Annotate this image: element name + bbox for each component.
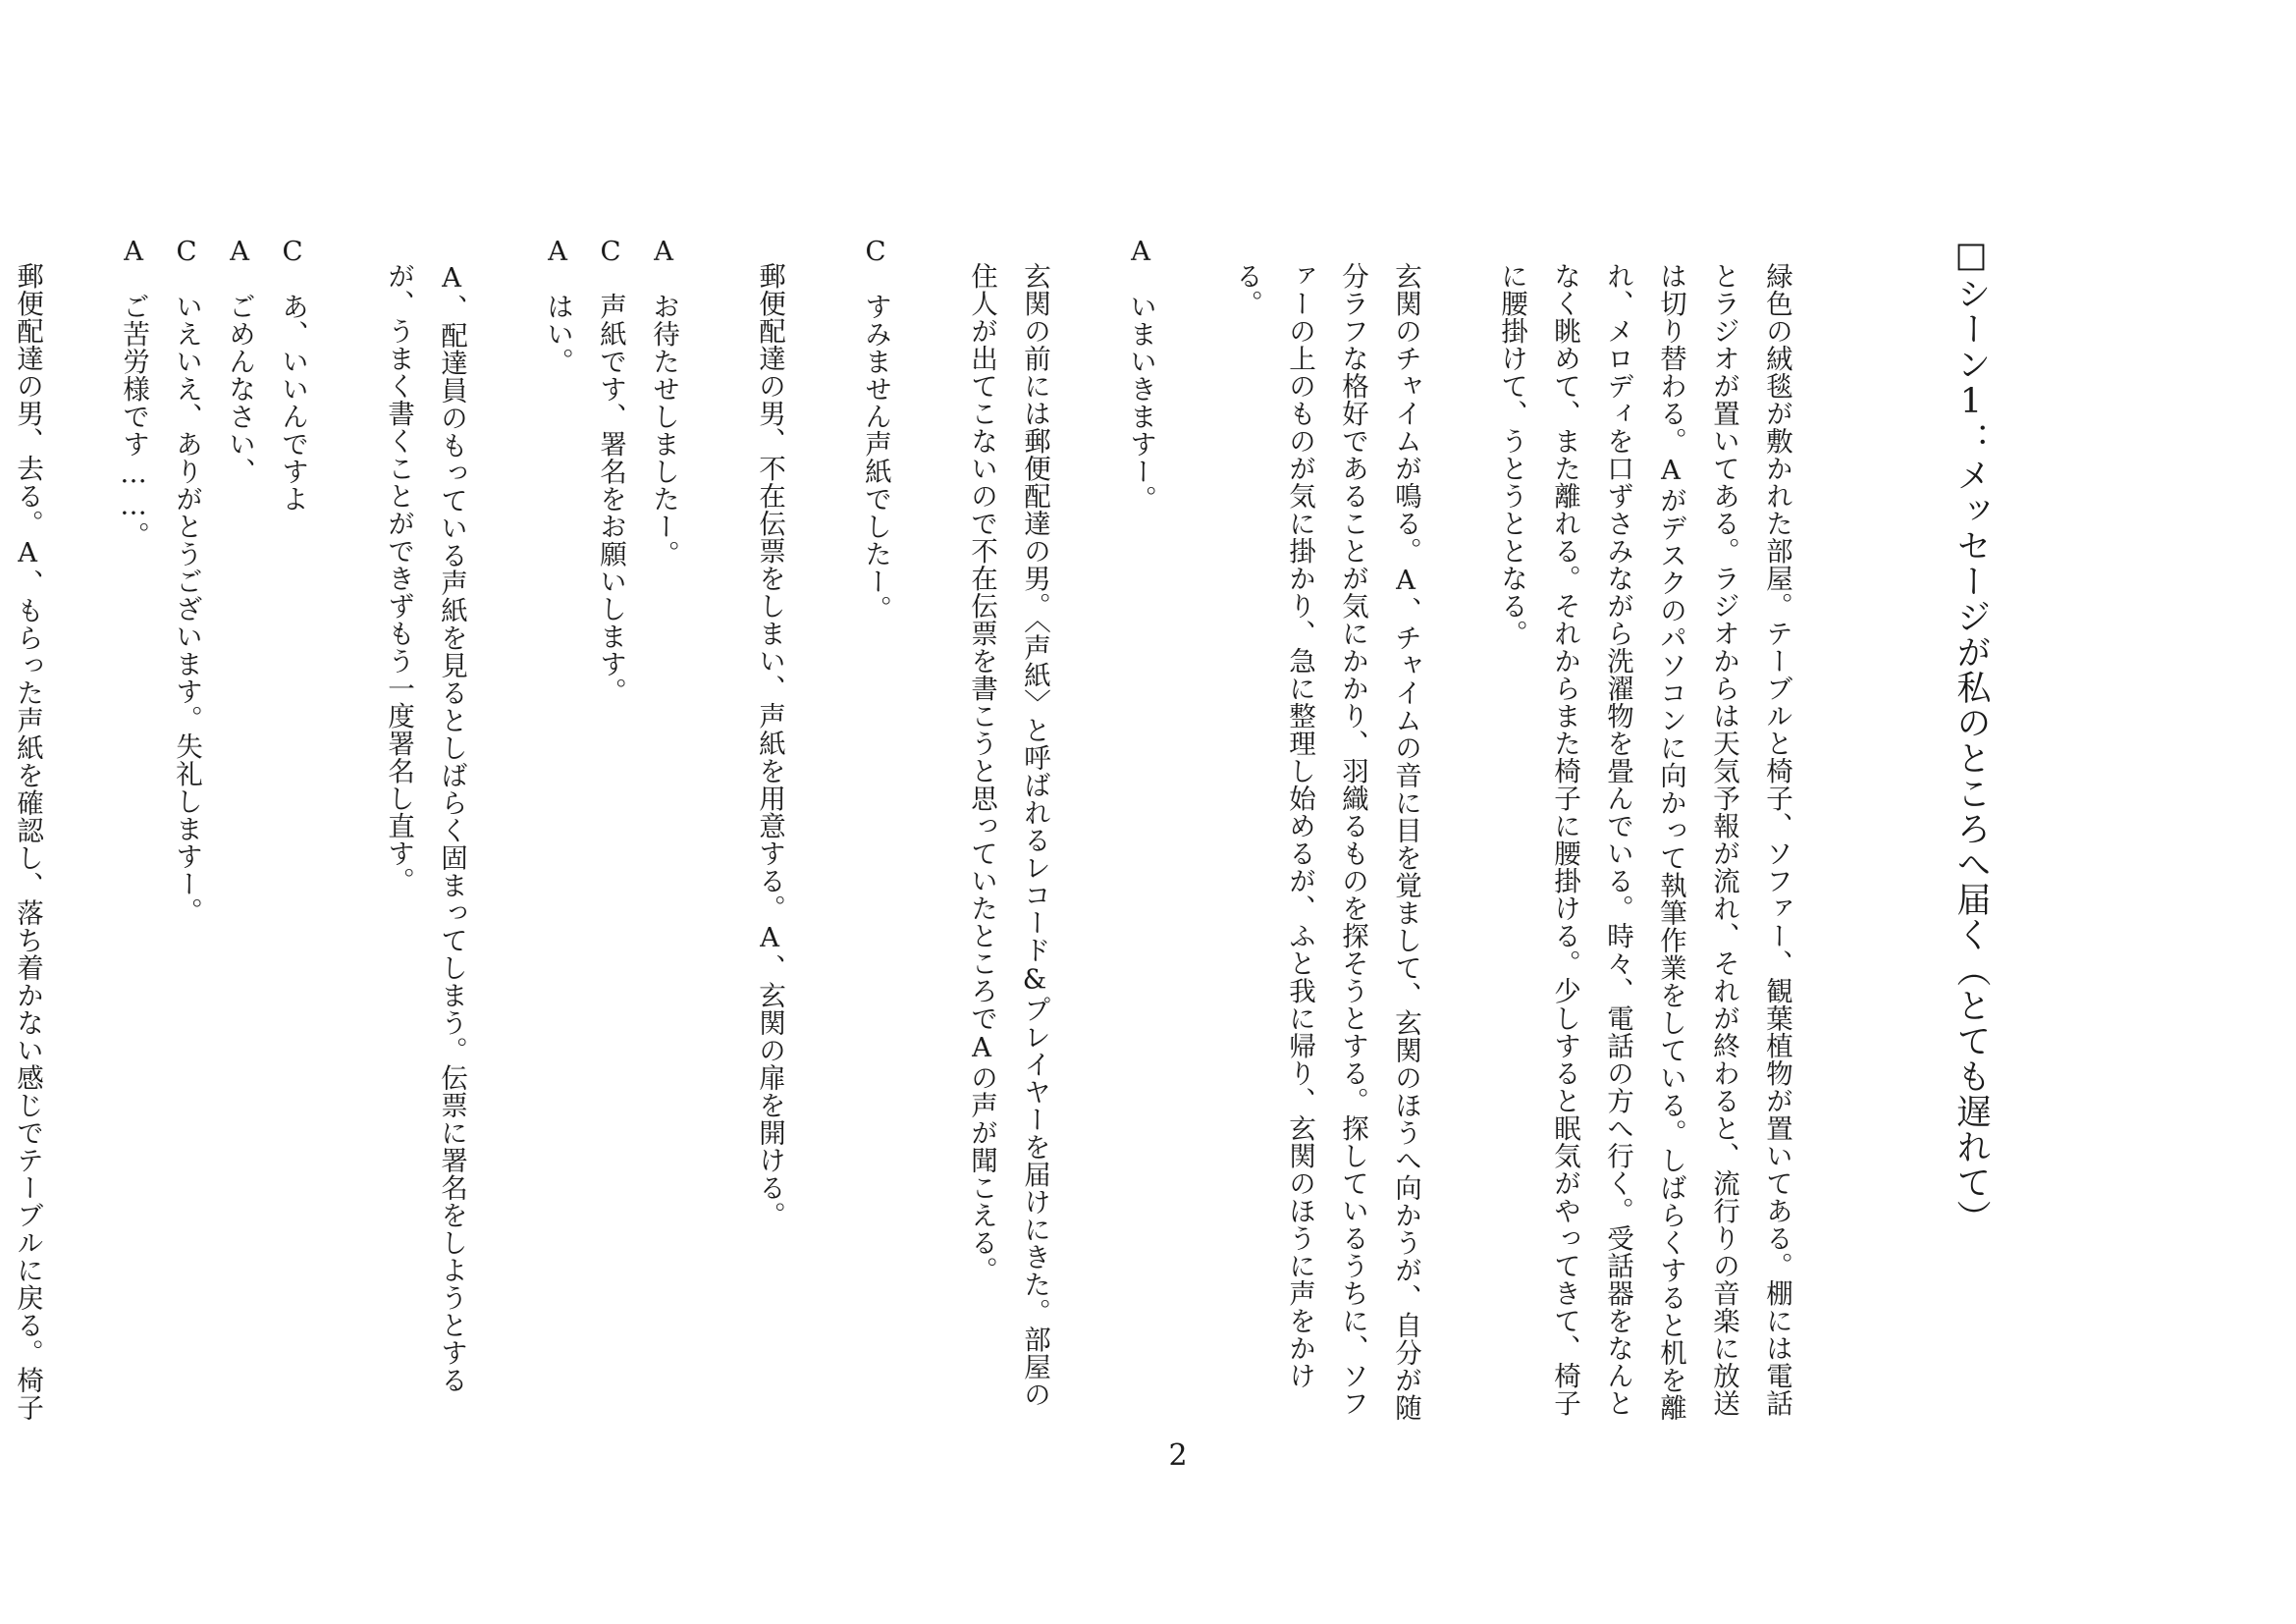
dialogue-line <box>1114 236 1167 1434</box>
dialogue-line <box>637 236 690 1434</box>
speaker-label: A <box>542 236 573 268</box>
speech-text: いえいえ、ありがとうございます。失礼しますー。 <box>171 293 202 925</box>
speech-text: すみません声紙でしたー。 <box>860 293 891 623</box>
blank-line <box>54 236 107 245</box>
stage-direction: 緑色の絨毯が敷かれた部屋。テーブルと椅子、ソファー、観葉植物が置いてある。棚には電話とラジオが置いてある。ラジオからは天気予報が流れ、それが終わると、流行りの音楽に放送は切り替わる。Aがデスクのパソコンに向かって執筆作業をしている。しばらくすると机を離れ、メロディを口ずさみながら洗濯物を畳んでいる。時々、電話の方へ行く。受話器をなんとなく眺めて、また離れる。それからまた椅子に腰掛ける。少しすると眠気がやってきて、椅子に腰掛けて、うとうととなる。 <box>1496 262 1792 1422</box>
speech-text: ご苦労様です……。 <box>118 293 149 549</box>
scene-title: □シーン1：メッセージが私のところへ届く（とても遅れて） <box>1951 236 1991 1235</box>
dialogue-line <box>213 236 266 1434</box>
speaker-label: C <box>171 236 202 268</box>
speech-text: 声紙です、署名をお願いします。 <box>595 293 626 705</box>
speaker-label: A <box>118 236 149 268</box>
dialogue-line <box>107 236 160 1434</box>
speech-text: ごめんなさい、 <box>224 293 255 485</box>
speaker-label: C <box>860 236 891 268</box>
stage-direction: 郵便配達の男、不在伝票をしまい、声紙を用意する。A、玄関の扉を開ける。 <box>754 262 785 1229</box>
speaker-label: C <box>277 236 308 268</box>
blank-line <box>1061 236 1114 245</box>
script-body <box>0 236 2111 1434</box>
dialogue-line <box>584 236 637 1434</box>
speech-text: あ、いいんですよ <box>277 293 308 513</box>
dialogue-line <box>531 236 584 1434</box>
speaker-label: A <box>1125 236 1156 268</box>
speech-text: はい。 <box>542 293 573 375</box>
blank-line <box>319 236 372 245</box>
speaker-label: A <box>648 236 679 268</box>
stage-direction: 郵便配達の男、去る。A、もらった声紙を確認し、落ち着かない感じでテーブルに戻る。椅子 <box>12 262 43 1422</box>
stage-direction: A、配達員のもっている声紙を見るとしばらく固まってしまう。伝票に署名をしようとするが、うまく書くことができずもう一度署名し直す。 <box>383 262 467 1394</box>
blank-line <box>796 236 849 245</box>
speaker-label: C <box>595 236 626 268</box>
dialogue-line <box>266 236 319 1434</box>
page-number: 2 <box>1168 1438 1188 1473</box>
speech-text: お待たせしましたー。 <box>648 293 679 568</box>
blank-line <box>902 236 955 245</box>
stage-direction: 玄関の前には郵便配達の男。〈声紙〉と呼ばれるレコード&プレイヤーを届けにきた。部屋の住人が出てこないので不在伝票を書こうと思っていたところでAの声が聞こえる。 <box>966 262 1050 1408</box>
blank-line <box>1432 236 1485 245</box>
dialogue-line <box>849 236 902 1434</box>
blank-line <box>478 236 531 245</box>
speaker-label: A <box>224 236 255 268</box>
dialogue-line <box>160 236 213 1434</box>
blank-line <box>690 236 743 245</box>
speech-text: いまいきますー。 <box>1125 293 1156 513</box>
blank-line <box>1167 236 1220 245</box>
stage-direction: 玄関のチャイムが鳴る。A、チャイムの音に目を覚まして、玄関のほうへ向かうが、自分が随分ラフな格好であることが気にかかり、羽織るものを探そうとする。探しているうちに、ソファーの上のものが気に掛かり、急に整理し始めるが、ふと我に帰り、玄関のほうに声をかける。 <box>1231 262 1421 1422</box>
